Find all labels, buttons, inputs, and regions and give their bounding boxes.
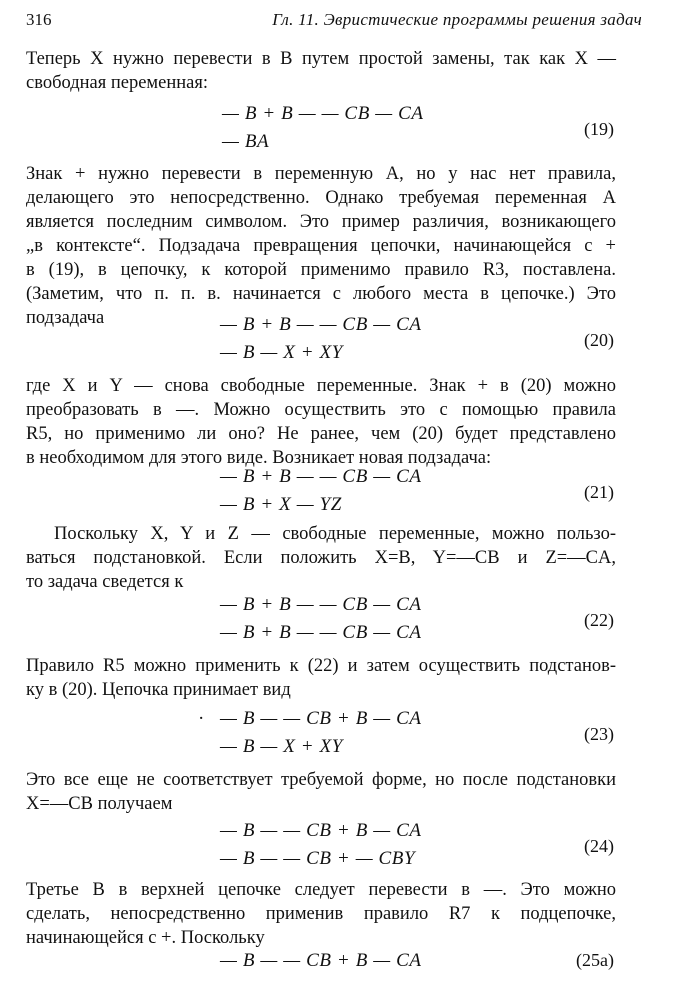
equation-number: (25a) — [576, 950, 614, 970]
running-title: Гл. 11. Эвристические программы решения задач — [272, 10, 642, 29]
paragraph-6 — [26, 768, 616, 816]
equation-line: — B — — CB + — CBY — [220, 848, 416, 869]
page-header — [26, 10, 642, 34]
text-line: в необходимом для этого виде. Возникает новая подзадача: — [26, 448, 492, 468]
equation-number: (23) — [584, 724, 614, 744]
equation-21 — [0, 466, 680, 522]
paragraph-4 — [26, 522, 616, 594]
paragraph-3 — [26, 374, 616, 470]
equation-25a — [0, 950, 680, 980]
text-line: Третье B в верхней цепочке следует перевести в —. Это можно — [26, 880, 616, 900]
paragraph-5 — [26, 654, 616, 702]
text-line: Знак + нужно перевести в переменную A, но у нас нет правила, — [26, 164, 616, 184]
equation-22 — [0, 594, 680, 650]
text-line: делающего это непосредственно. Однако требуемая переменная A — [26, 188, 616, 208]
text-line: Это все еще не соответствует требуемой форме, но после подстановки — [26, 770, 616, 790]
text-line: начинающейся с +. Поскольку — [26, 928, 265, 948]
equation-line: — B + X — YZ — [220, 494, 342, 515]
page-number: 316 — [26, 10, 52, 29]
text-line: свободная переменная: — [26, 73, 209, 93]
paragraph-2 — [26, 162, 616, 330]
equation-line: — B + B — — CB — CA — [222, 103, 424, 124]
text-line: является последним символом. Это пример различия, возникающего — [26, 212, 616, 232]
equation-line: — B — X + XY — [220, 342, 343, 363]
text-line: сделать, непосредственно применив правило R7 к подцепочке, — [26, 904, 616, 924]
text-line: R5, но применимо ли оно? Не ранее, чем (20) будет представлено — [26, 424, 616, 444]
text-line: то задача сведется к — [26, 572, 184, 592]
text-line: ваться подстановкой. Если положить X=B, Y=—CB и Z=—CA, — [26, 548, 616, 568]
stray-dot: · — [198, 708, 205, 729]
equation-line: — B + B — — CB — CA — [220, 622, 422, 643]
equation-line: — B + B — — CB — CA — [220, 466, 422, 487]
equation-number: (20) — [584, 330, 614, 350]
equation-number: (19) — [584, 119, 614, 139]
equation-line: — B — X + XY — [220, 736, 343, 757]
equation-line: — BA — [222, 131, 270, 152]
text-line: преобразовать в —. Можно осуществить это с помощью правила — [26, 400, 616, 420]
text-line: „в контексте“. Подзадача превращения цепочки, начинающейся с + — [26, 236, 616, 256]
text-line: ку в (20). Цепочка принимает вид — [26, 680, 291, 700]
equation-23 — [0, 708, 680, 764]
text-line: где X и Y — снова свободные переменные. Знак + в (20) можно — [26, 376, 616, 396]
equation-line: — B — — CB + B — CA — [220, 708, 422, 729]
text-line: в (19), в цепочку, к которой применимо правило R3, поставлена. — [26, 260, 616, 280]
equation-line: — B — — CB + B — CA — [220, 950, 422, 971]
paragraph-7 — [26, 878, 616, 950]
text-line: Поскольку X, Y и Z — свободные переменные, можно пользо- — [54, 524, 616, 544]
text-line: (Заметим, что п. п. в. начинается с любого места в цепочке.) Это — [26, 284, 616, 304]
equation-line: — B — — CB + B — CA — [220, 820, 422, 841]
text-line: X=—CB получаем — [26, 794, 173, 814]
text-line: Теперь X нужно перевести в B путем простой замены, так как X — — [26, 49, 616, 69]
equation-number: (22) — [584, 610, 614, 630]
equation-number: (24) — [584, 836, 614, 856]
equation-19 — [0, 103, 680, 159]
equation-24 — [0, 820, 680, 876]
equation-number: (21) — [584, 482, 614, 502]
equation-20 — [0, 314, 680, 370]
text-line: Правило R5 можно применить к (22) и затем осуществить подстанов- — [26, 656, 616, 676]
paragraph-1 — [26, 47, 616, 95]
equation-line: — B + B — — CB — CA — [220, 314, 422, 335]
text-line: подзадача — [26, 308, 105, 328]
equation-line: — B + B — — CB — CA — [220, 594, 422, 615]
